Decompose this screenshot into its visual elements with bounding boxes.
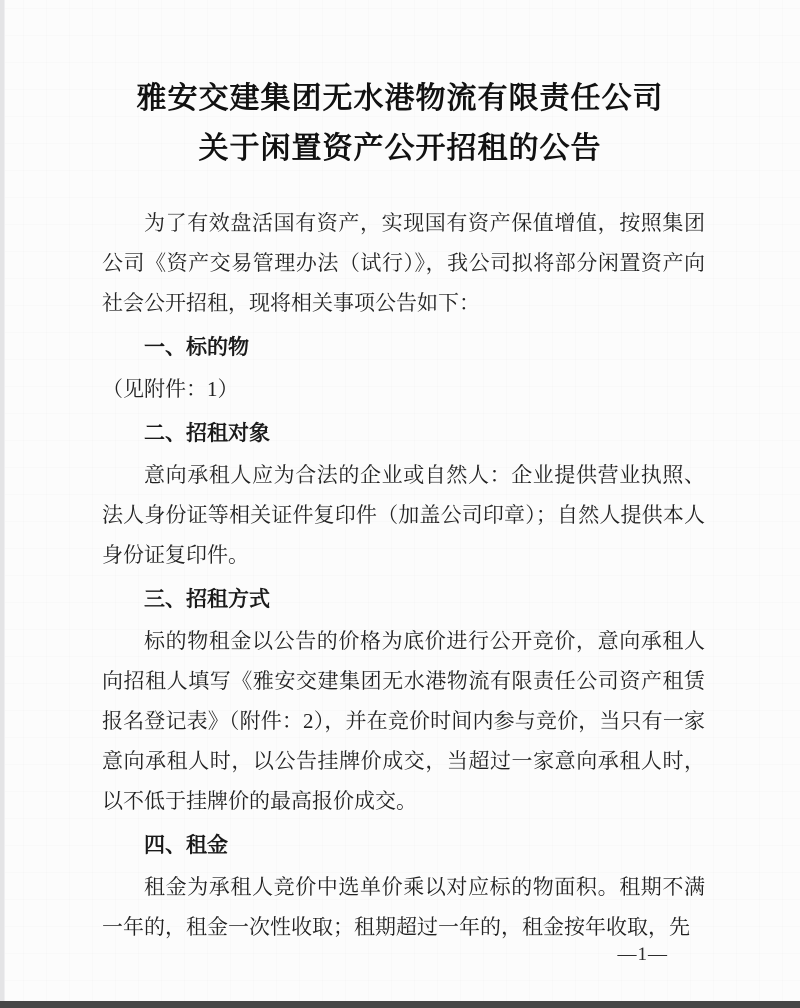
document-title [60,74,740,174]
scan-left-edge-artifact [0,0,5,1008]
section-1-body: （见附件：1） [102,377,239,401]
section-4-body: 租金为承租人竞价中选单价乘以对应标的物面积。租期不满一年的，租金一次性收取；租期超过一年的，租金按年收取，先 [102,875,705,939]
section-3-heading: 三、招租方式 [144,588,270,611]
section-4-heading: 四、租金 [144,834,228,857]
section-2-heading: 二、招租对象 [144,422,270,445]
title-line-1: 雅安交建集团无水港物流有限责任公司 [136,82,664,115]
title-line-2: 关于闲置资产公开招租的公告 [198,132,602,165]
section-1-heading: 一、标的物 [144,336,249,359]
section-3-body: 标的物租金以公告的价格为底价进行公开竞价，意向承租人向招租人填写《雅安交建集团无水港物流有限责任公司资产租赁报名登记表》（附件：2），并在竞价时间内参与竞价，当只有一家意向承租人时，以公告挂牌价成交，当超过一家意向承租人时，以不低于挂牌价的最高报价成交。 [102,629,705,813]
document-body [102,203,705,947]
page-number: —1— [617,944,668,965]
intro-paragraph: 为了有效盘活国有资产，实现国有资产保值增值，按照集团公司《资产交易管理办法（试行）》，我公司拟将部分闲置资产向社会公开招租，现将相关事项公告如下： [102,211,705,315]
section-2-body: 意向承租人应为合法的企业或自然人：企业提供营业执照、法人身份证等相关证件复印件（加盖公司印章）；自然人提供本人身份证复印件。 [102,463,705,567]
scan-bottom-bar-artifact [0,1001,800,1008]
